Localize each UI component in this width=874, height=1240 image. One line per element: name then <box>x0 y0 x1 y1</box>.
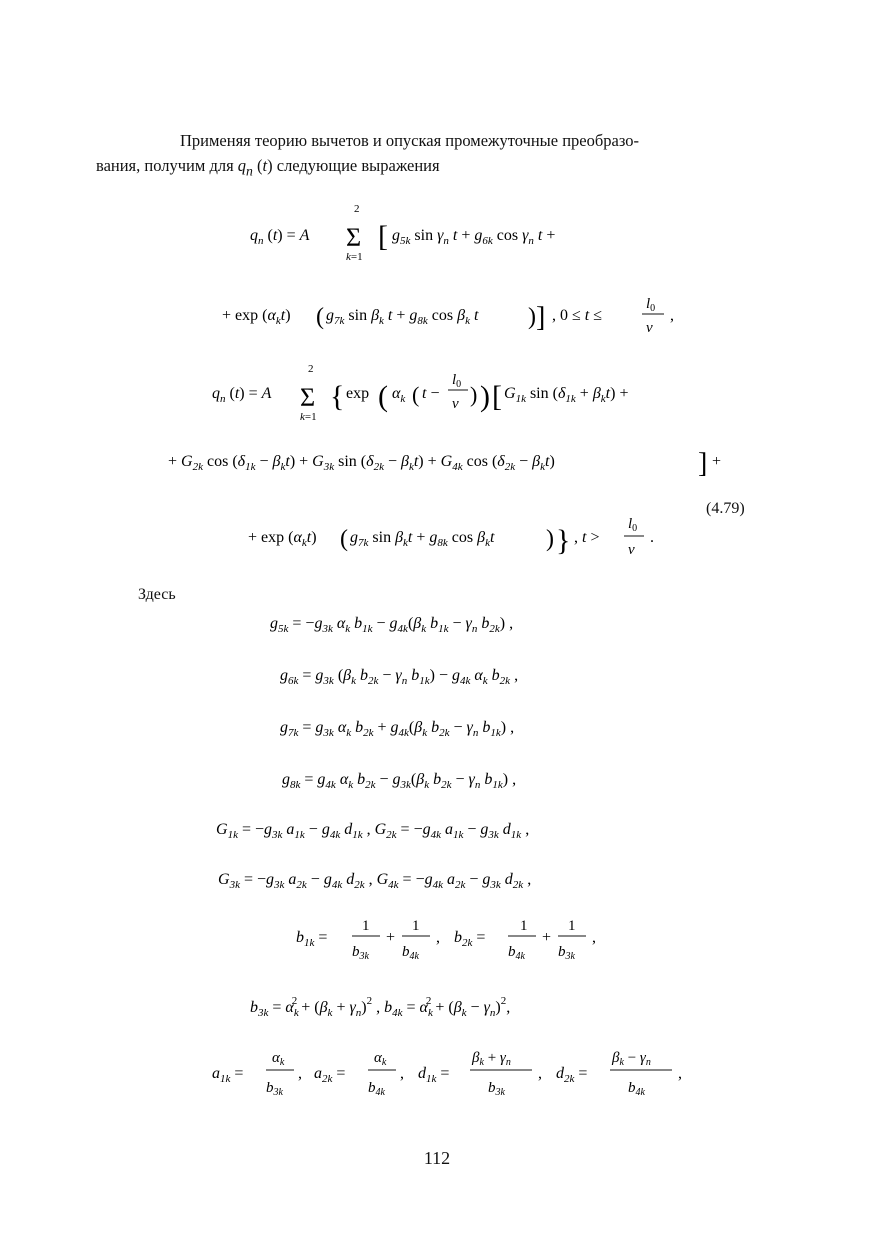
svg-text:Σ: Σ <box>300 383 316 412</box>
svg-text:1: 1 <box>412 918 420 934</box>
svg-text:, t >: , t > <box>574 529 600 546</box>
here-label: Здесь <box>138 586 176 603</box>
svg-text:(: ( <box>412 382 420 407</box>
svg-text:αk: $\alpha_k$ <box>272 1050 285 1068</box>
svg-text:(: ( <box>340 526 348 552</box>
svg-text:b3k: $b_{3k}$ <box>352 944 369 962</box>
svg-text:αk: $\alpha_k$ <box>374 1050 387 1068</box>
svg-text:b4k: $b_{4k}$ <box>368 1080 385 1098</box>
svg-text:g7k = g3k αk b2k + g4k(βk b2k: $g_{7k} = g_{3k}$ $\alpha_k$ $b_{2k} + g_{4k}(\beta_k$ $b_{2k} - \gamma_n$ $b_{1k}$) , <box>280 719 515 739</box>
svg-text:,: , <box>678 1065 682 1082</box>
svg-text:}: } <box>556 524 571 557</box>
svg-text:a1k =: $a_{1k}$ = <box>212 1065 244 1085</box>
equation-g5k <box>270 606 640 640</box>
svg-text:l0: $l_0$ <box>628 516 638 534</box>
svg-text:l0: $l_0$ <box>646 296 656 314</box>
svg-text:ν: ν <box>628 542 635 558</box>
svg-text:+ G2k cos (δ1k − βkt) + G3k si: + $G_{2k}$ $\cos (\delta_{1k} - \beta_kt) + G_{3k}$ $\sin (\delta_{2k} - \beta_kt) + G_{4k}$ $\cos (\delta_{2k} - \beta_kt)$ <box>168 453 555 473</box>
svg-text:k=1: k=1 <box>346 251 363 263</box>
svg-text:ν: ν <box>452 396 459 412</box>
svg-text:G1k = −g3k a1k − g4k d1k , G2: $G_{1k} = -g_{3k}$ $a_{1k} - g_{4k}$ $d_{1k}$ , $G_{2k} = -g_{4k}$ $a_{1k} - g_{3k}$ $d_{1k}$ , <box>216 821 530 841</box>
page-number: 112 <box>423 1148 451 1168</box>
svg-text:,: , <box>298 1065 302 1082</box>
svg-text:d1k =: $d_{1k}$ = <box>418 1065 450 1085</box>
svg-text:(: ( <box>316 304 324 330</box>
svg-text:1: 1 <box>520 918 528 934</box>
svg-text:,: , <box>592 929 596 946</box>
svg-text:g7k sin βkt + g8k cos βkt: $g_{7k}$ $\sin \beta_kt + g_{8k}$ $\cos \beta_kt$ <box>350 529 495 549</box>
svg-text:]: ] <box>536 302 546 333</box>
equation-a-d <box>212 1042 702 1104</box>
equation-b3k-b4k <box>250 986 660 1026</box>
svg-text:+ exp (αkt): + $\exp (\alpha_kt)$ <box>222 307 291 327</box>
svg-text:.: . <box>650 529 654 546</box>
svg-text:qn (t) = A: $q_n$ (t) = A <box>250 227 310 247</box>
svg-text:g8k = g4k αk b2k − g3k(βk b2k: $g_{8k} = g_{4k}$ $\alpha_k$ $b_{2k} - g_{3k}(\beta_k$ $b_{2k} - \gamma_n$ $b_{1k}$) , <box>282 771 517 791</box>
svg-text:b3k: $b_{3k}$ <box>558 944 575 962</box>
svg-text:{: { <box>330 380 345 413</box>
svg-text:g6k = g3k (βk b2k − γn b1k) −: $g_{6k} = g_{3k}$ ($\beta_k$ $b_{2k} - \gamma_n$ $b_{1k}) - g_{4k}$ $\alpha_k$ $b_{2k}$ , <box>280 667 519 687</box>
svg-text:exp: exp <box>346 385 370 402</box>
equation-q-line-3 <box>212 360 692 430</box>
svg-text:l0: $l_0$ <box>452 372 462 390</box>
equation-number: (4.79) <box>706 500 745 517</box>
equation-g8k <box>282 762 642 796</box>
equation-q-line-5 <box>248 506 678 566</box>
svg-text:qn (t) = A: $q_n$ (t) = A <box>212 385 272 405</box>
svg-text:): ) <box>480 380 490 413</box>
equation-G1k-G2k <box>216 812 706 846</box>
svg-text:): ) <box>546 526 554 552</box>
svg-text:+: + <box>712 453 722 470</box>
svg-text:βk + γn: $\beta_k + \gamma_n$ <box>472 1050 511 1068</box>
svg-text:+: + <box>386 929 396 946</box>
svg-text:t −: t − <box>422 385 440 402</box>
intro-paragraph: Применяя теорию вычетов и опуская промежуточные преобразо- вания, получим для $q_n$ (t) следующие выражения <box>96 131 639 179</box>
svg-text:b3k: $b_{3k}$ <box>488 1080 505 1098</box>
svg-text:G3k = −g3k a2k − g4k d2k , G4: $G_{3k} = -g_{3k}$ $a_{2k} - g_{4k}$ $d_{2k}$ , $G_{4k} = -g_{4k}$ $a_{2k} - g_{3k}$ $d_{2k}$ , <box>218 871 532 891</box>
svg-text:[: [ <box>492 380 502 413</box>
svg-text:): ) <box>470 382 478 407</box>
svg-text:,: , <box>538 1065 542 1082</box>
svg-text:G1k sin (δ1k + βkt) +: $G_{1k}$ $\sin (\delta_{1k} + \beta_kt)$ + <box>504 385 629 405</box>
svg-text:b2k =: $b_{2k}$ = <box>454 929 486 949</box>
equation-b1k-b2k <box>296 910 616 970</box>
svg-text:,: , <box>436 929 440 946</box>
svg-text:Σ: Σ <box>346 223 362 252</box>
svg-text:2: 2 <box>308 363 314 375</box>
equation-g7k <box>280 710 640 744</box>
svg-text:,: , <box>400 1065 404 1082</box>
equation-q-line-4 <box>168 442 738 482</box>
svg-text:1: 1 <box>568 918 576 934</box>
svg-text:2: 2 <box>354 203 360 215</box>
svg-text:b4k: $b_{4k}$ <box>402 944 419 962</box>
svg-text:b4k: $b_{4k}$ <box>628 1080 645 1098</box>
svg-text:b3k: $b_{3k}$ <box>266 1080 283 1098</box>
equation-g6k <box>280 658 640 692</box>
svg-text:,: , <box>670 307 674 324</box>
svg-text:b1k =: $b_{1k}$ = <box>296 929 328 949</box>
svg-text:+ exp (αkt): + $\exp (\alpha_kt)$ <box>248 529 317 549</box>
equation-G3k-G4k <box>218 862 708 896</box>
svg-text:, 0 ≤ t ≤: , 0 ≤ t ≤ <box>552 307 603 324</box>
svg-text:g5k = −g3k αk b1k − g4k(βk b1k: $g_{5k} = -g_{3k}$ $\alpha_k$ $b_{1k} - g_{4k}(\beta_k$ $b_{1k} - \gamma_n$ $b_{2k}$) , <box>270 615 514 635</box>
svg-text:1: 1 <box>362 918 370 934</box>
svg-text:βk − γn: $\beta_k - \gamma_n$ <box>612 1050 651 1068</box>
equation-q-line-2 <box>222 286 692 346</box>
svg-text:d2k =: $d_{2k}$ = <box>556 1065 588 1085</box>
svg-text:g7k sin βk t + g8k cos βk t: $g_{7k}$ $\sin \beta_k$ $t + g_{8k}$ $\cos \beta_k$ t <box>326 307 479 327</box>
svg-text:): ) <box>528 304 536 330</box>
equation-q-line-1 <box>250 196 630 266</box>
svg-text:αk: $\alpha_k$ <box>392 385 406 405</box>
svg-text:[: [ <box>378 220 388 253</box>
svg-text:(: ( <box>378 380 388 413</box>
svg-text:a2k =: $a_{2k}$ = <box>314 1065 346 1085</box>
svg-text:b3k = αk2 + (βk + γn)2 , b4k: $b_{3k} = \alpha_k2 + (\beta_k + \gamma_n)^2$ , $b_{4k} = \alpha_k2 + (\beta_k - \gamma_n)^2$, <box>250 995 511 1019</box>
svg-text:g5k sin γn t + g6k cos γn t +: $g_{5k}$ $\sin \gamma_n$ $t + g_{6k}$ $\cos \gamma_n$ t + <box>392 227 556 247</box>
svg-text:k=1: k=1 <box>300 411 317 423</box>
svg-text:b4k: $b_{4k}$ <box>508 944 525 962</box>
svg-text:ν: ν <box>646 320 653 336</box>
svg-text:+: + <box>542 929 552 946</box>
svg-text:]: ] <box>698 448 708 479</box>
